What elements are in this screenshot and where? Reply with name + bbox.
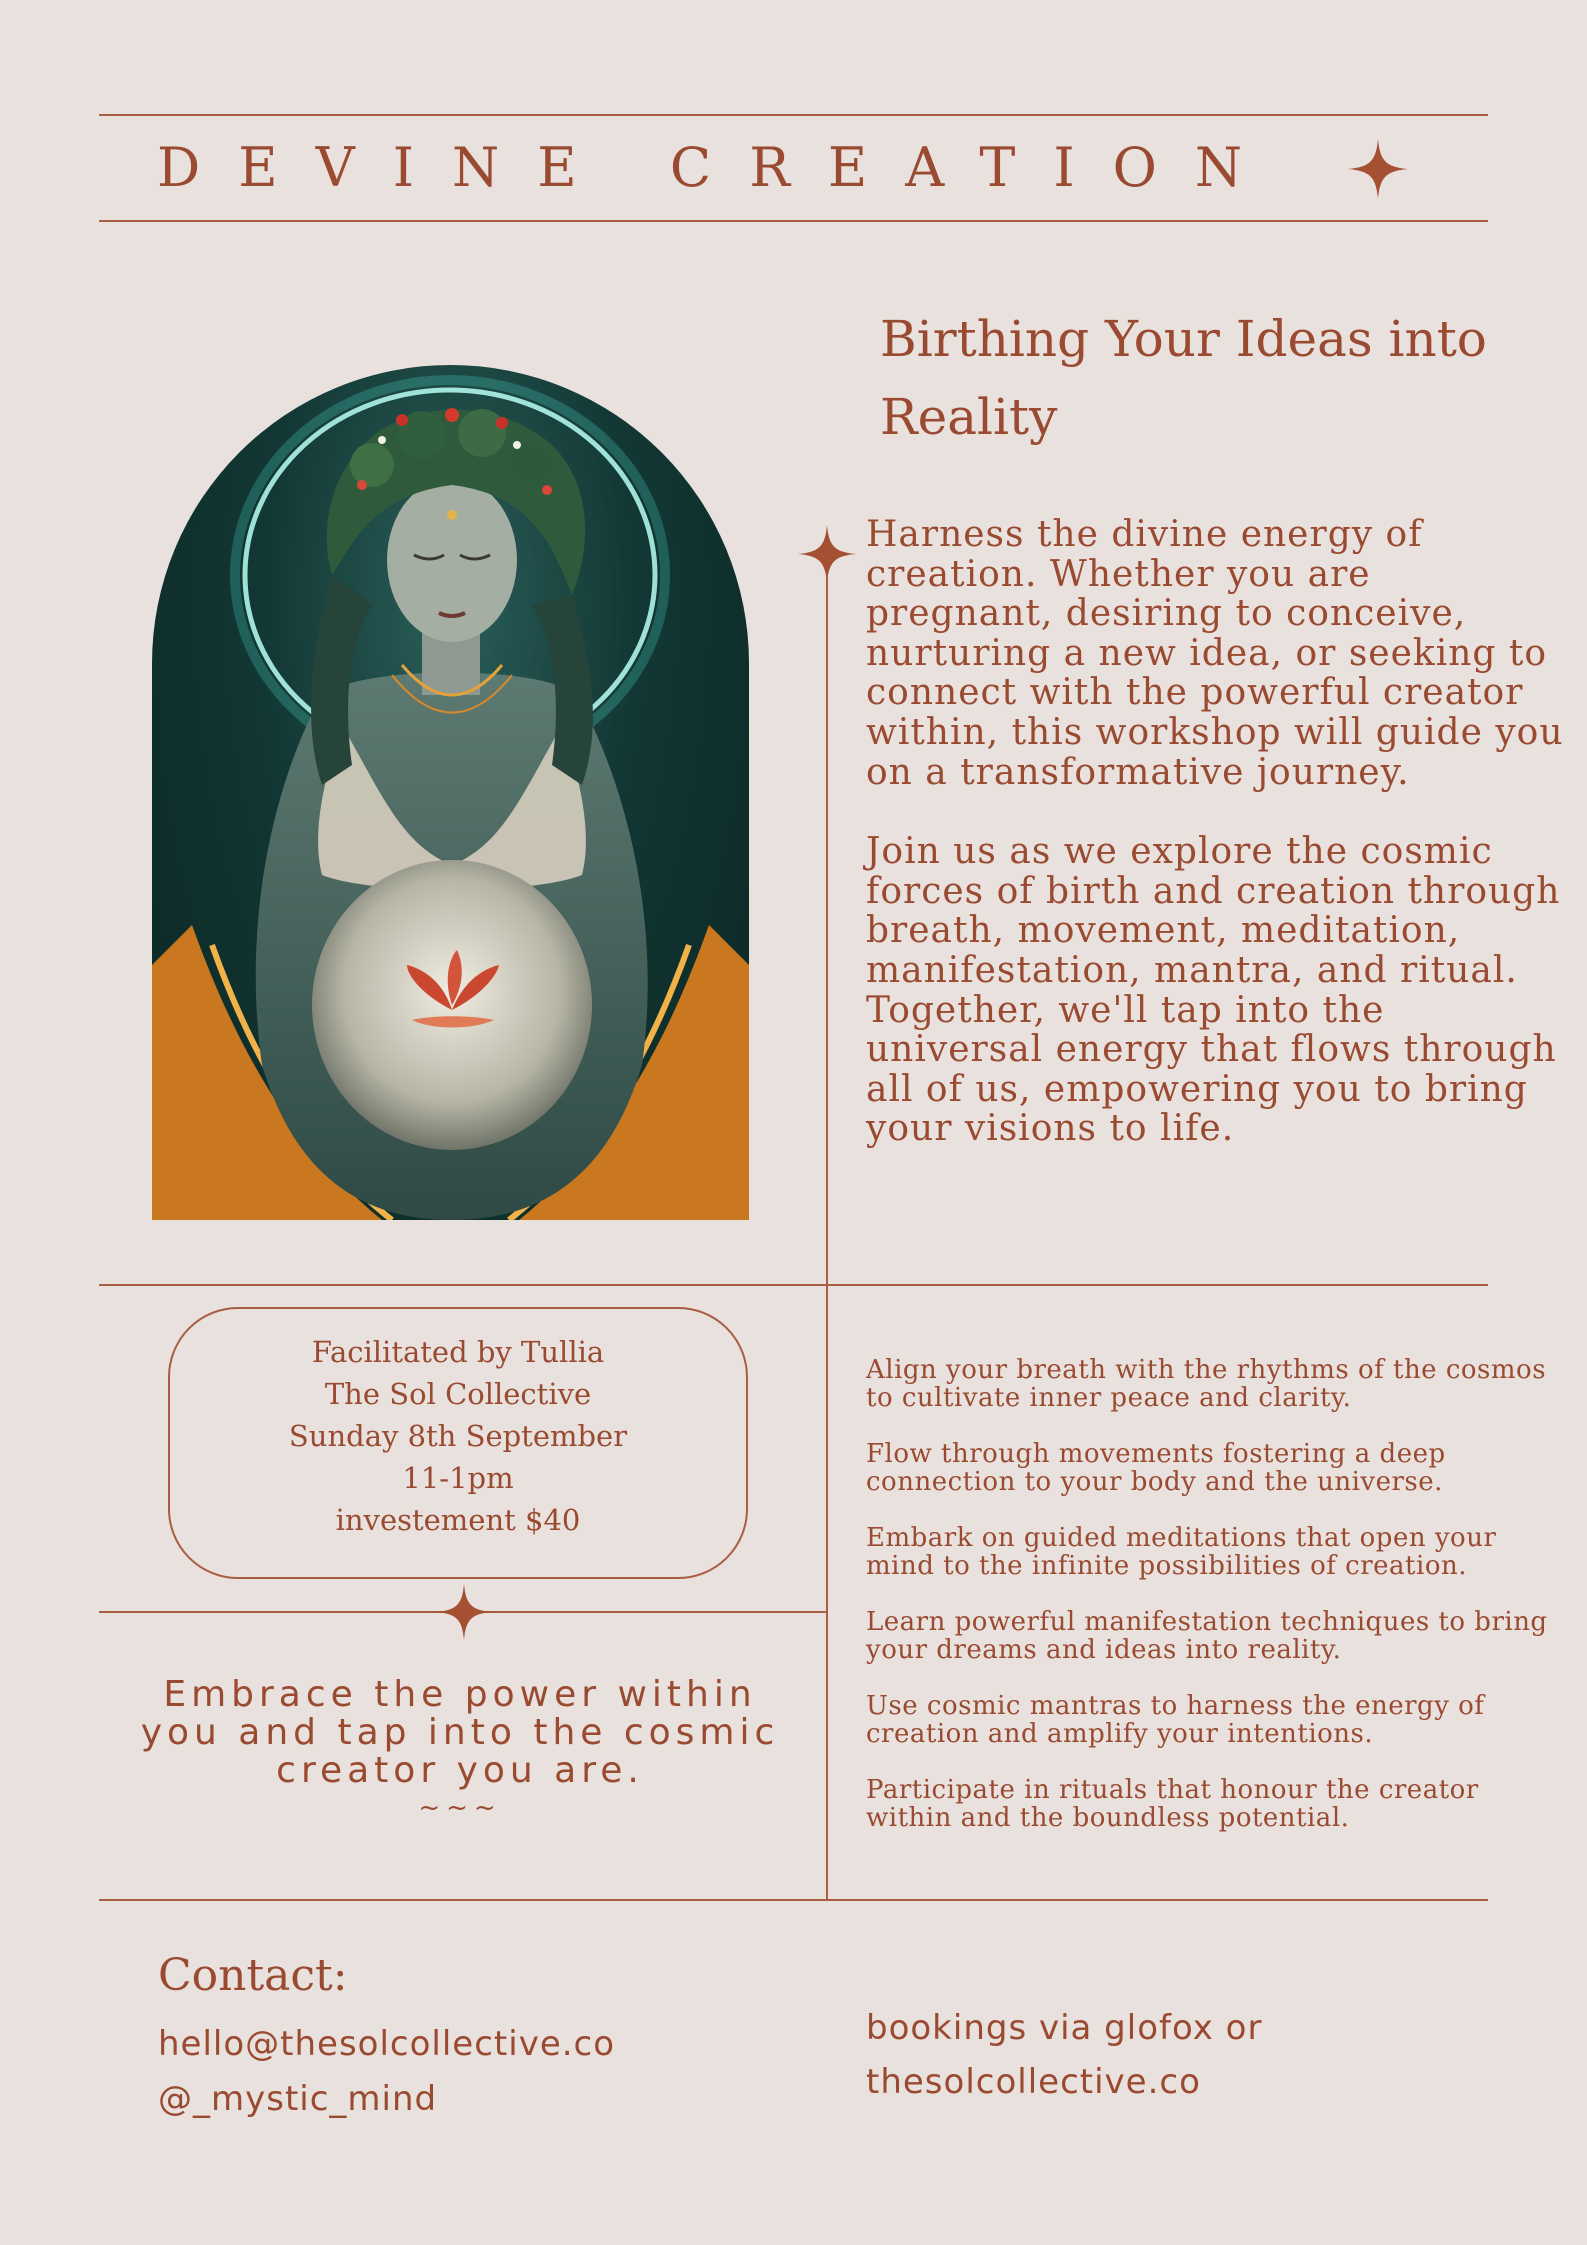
list-item: Participate in rituals that honour the creator within and the boundless potential. (866, 1775, 1479, 1833)
list-item: Align your breath with the rhythms of the cosmos to cultivate inner peace and clarity. (866, 1355, 1547, 1413)
contact-email[interactable]: hello@thesolcollective.co (158, 2024, 616, 2064)
hero-illustration (152, 365, 749, 1220)
event-time: 11-1pm (402, 1461, 514, 1495)
intro-text (866, 515, 1566, 1189)
intro-paragraph: Harness the divine energy of creation. Whether you are pregnant, desiring to conceive, nurturing a new idea, or seeking to connect with the powerful creator within, this workshop will guide you on a transformative journey. (866, 514, 1564, 793)
event-info-box (168, 1307, 748, 1579)
booking-info: bookings via glofox or thesolcollective.co (866, 2008, 1263, 2102)
quote (120, 1676, 800, 1822)
list-item: Embark on guided meditations that open your mind to the infinite possibilities of creation. (866, 1523, 1497, 1581)
footer-rule (99, 1899, 1488, 1901)
quote-text: Embrace the power within you and tap into the cosmic creator you are. (140, 1674, 780, 1791)
center-vertical-rule (826, 575, 828, 1900)
list-item: Use cosmic mantras to harness the energy of creation and amplify your intentions. (866, 1691, 1485, 1749)
four-point-star-icon (1348, 139, 1408, 199)
quote-ornament: ~~~ (418, 1793, 502, 1823)
intro-paragraph: Join us as we explore the cosmic forces of birth and creation through breath, movement, meditation, manifestation, mantra, and ritual. Together, we'll tap into the universal energy that flows through all of us, empowering you to bring your visions to life. (866, 831, 1561, 1150)
page-title: DEVINE CREATION (157, 136, 1281, 199)
header-top-rule (99, 114, 1488, 116)
feature-list (866, 1356, 1566, 1860)
headline: Birthing Your Ideas into Reality (880, 310, 1487, 446)
header-bottom-rule (99, 220, 1488, 222)
list-item: Learn powerful manifestation techniques to bring your dreams and ideas into reality. (866, 1607, 1548, 1665)
four-point-star-icon (436, 1584, 492, 1640)
facilitator: Facilitated by Tullia (311, 1335, 605, 1369)
section-rule (99, 1284, 1488, 1286)
list-item: Flow through movements fostering a deep connection to your body and the universe. (866, 1439, 1446, 1497)
contact-handle[interactable]: @_mystic_mind (158, 2079, 438, 2119)
event-date: Sunday 8th September (288, 1419, 628, 1453)
event-price: investement $40 (335, 1503, 581, 1537)
venue: The Sol Collective (324, 1377, 592, 1411)
contact-heading: Contact: (158, 1950, 348, 2001)
